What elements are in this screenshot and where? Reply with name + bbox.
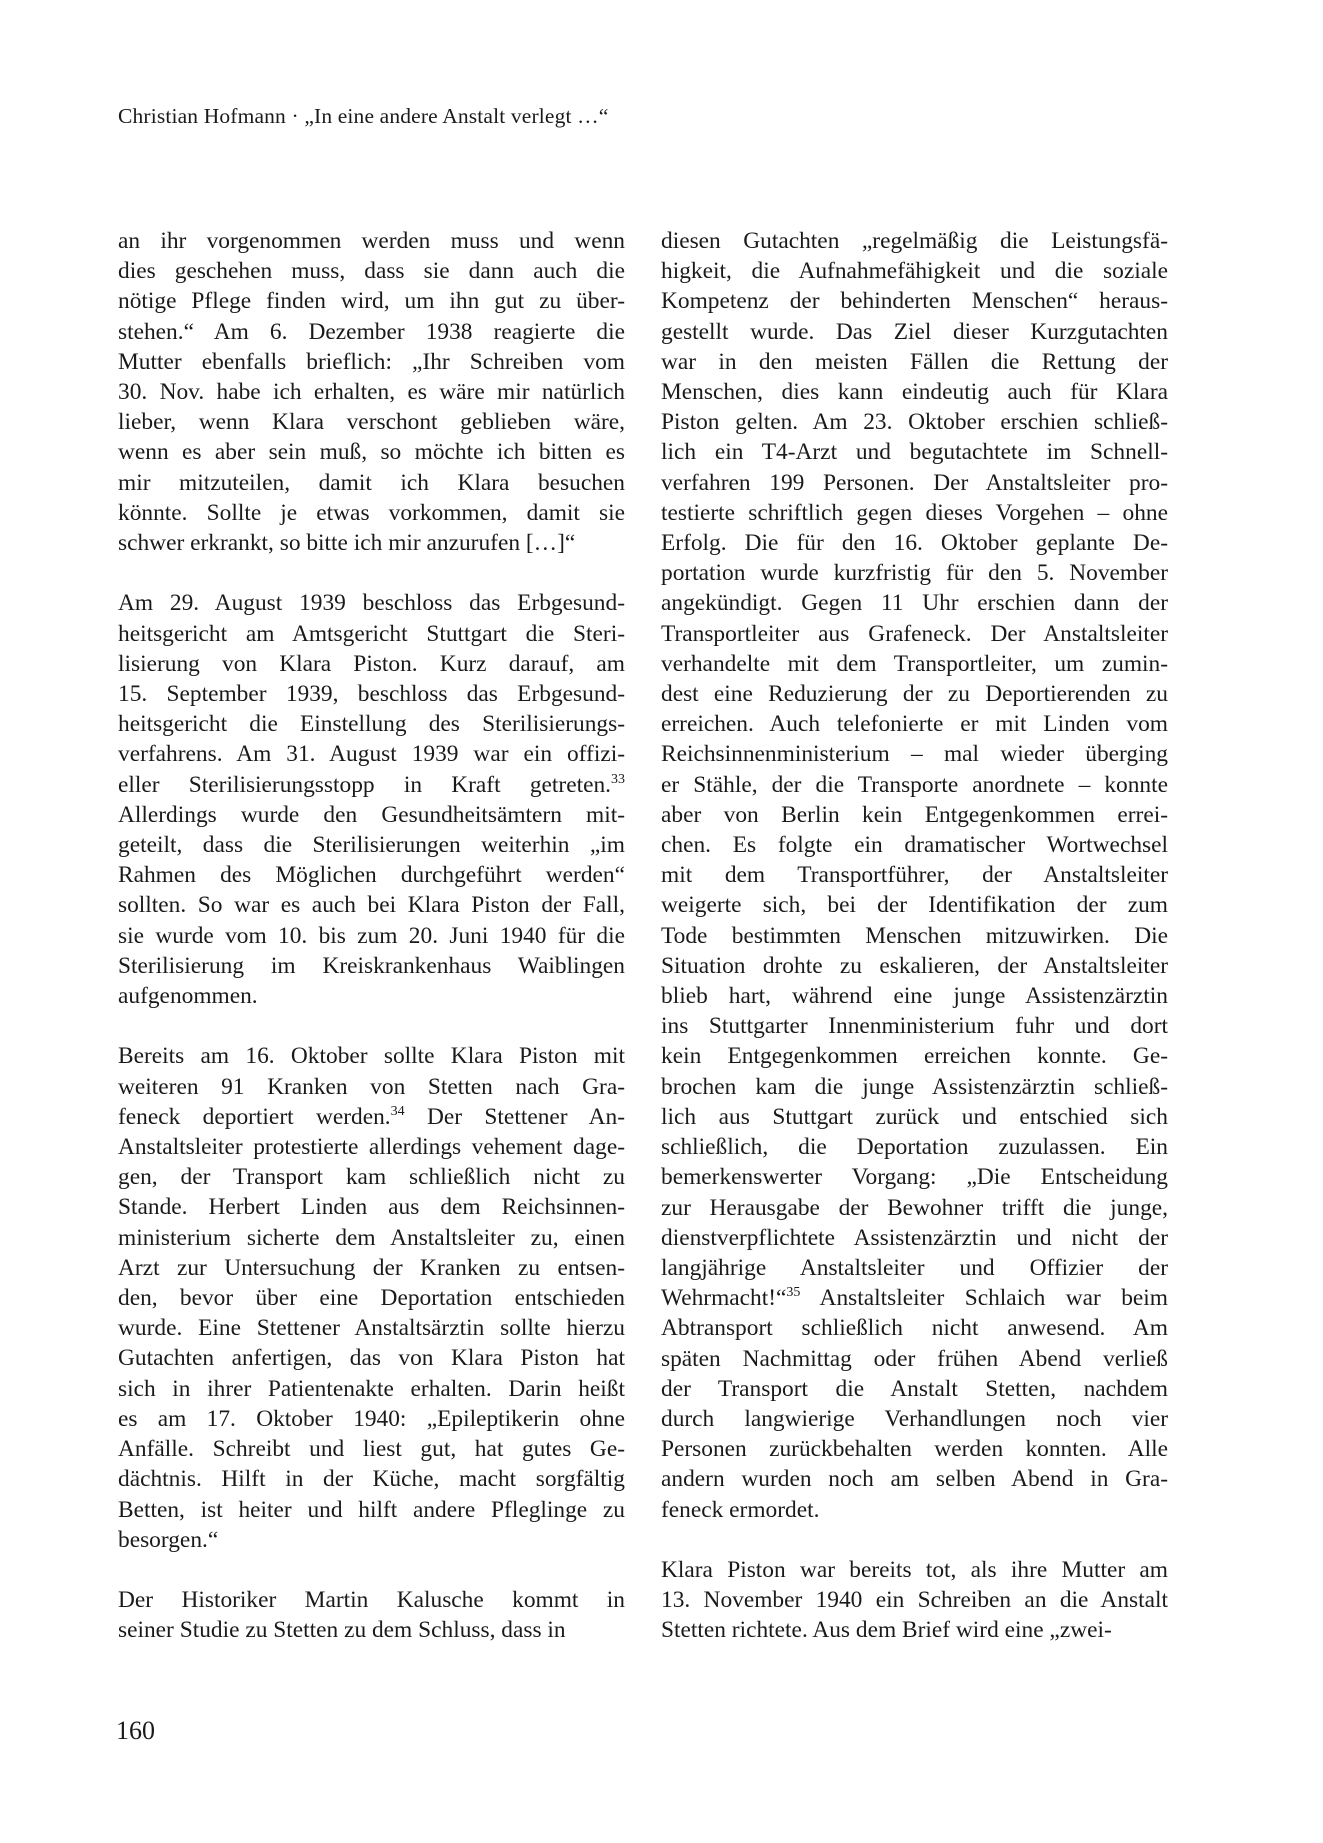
text-line: portation wurde kurzfristig für den 5. November <box>661 560 1168 587</box>
text-line: Stande. Herbert Linden aus dem Reichsinnen- <box>118 1194 625 1221</box>
text-line: späten Nachmittag oder frühen Abend verließ <box>661 1345 1168 1372</box>
text-after-footnote: Anstaltsleiter Schlaich war beim <box>800 1285 1168 1312</box>
text-line: testierte schriftlich gegen dieses Vorgehen – ohne <box>661 499 1168 526</box>
text-line: dest eine Reduzierung der zu Deportierenden zu <box>661 681 1168 708</box>
text-line: seiner Studie zu Stetten zu dem Schluss, dass in <box>118 1617 566 1644</box>
text-line: andern wurden noch am selben Abend in Gra- <box>661 1466 1168 1493</box>
text-line: Arzt zur Untersuchung der Kranken zu entsen- <box>118 1254 625 1281</box>
text-line: dies geschehen muss, dass sie dann auch die <box>118 258 625 285</box>
text-line: Anfälle. Schreibt und liest gut, hat gutes Ge- <box>118 1436 625 1463</box>
text-line: besorgen.“ <box>118 1526 219 1553</box>
page-number: 160 <box>116 1716 155 1745</box>
text-line: higkeit, die Aufnahmefähigkeit und die soziale <box>661 258 1168 285</box>
text-line: wurde. Eine Stettener Anstaltsärztin sollte hierzu <box>118 1315 625 1342</box>
text-line: sich in ihrer Patientenakte erhalten. Darin heißt <box>118 1375 625 1402</box>
text-line: bemerkenswerter Vorgang: „Die Entscheidung <box>661 1164 1168 1191</box>
text-line: Bereits am 16. Oktober sollte Klara Piston mit <box>118 1043 625 1070</box>
paragraph <box>661 1555 1168 1646</box>
text-line: verfahren 199 Personen. Der Anstaltsleiter pro- <box>661 469 1168 496</box>
text-line: Gutachten anfertigen, das von Klara Piston hat <box>118 1345 625 1372</box>
running-header: Christian Hofmann · „In eine andere Anstalt verlegt …“ <box>118 104 609 128</box>
text-line: lieber, wenn Klara verschont geblieben wäre, <box>118 409 625 436</box>
text-line: 13. November 1940 ein Schreiben an die Anstalt <box>661 1587 1168 1614</box>
text-line: kein Entgegenkommen erreichen konnte. Ge- <box>661 1043 1168 1070</box>
left-column <box>118 226 625 1646</box>
text-line: wenn es aber sein muß, so möchte ich bitten es <box>118 439 625 466</box>
text-line: dienstverpflichtete Assistenzärztin und nicht der <box>661 1224 1168 1251</box>
text-line: Situation drohte zu eskalieren, der Anstaltsleiter <box>661 952 1168 979</box>
paragraph-gap <box>118 1011 625 1041</box>
text-line: verhandelte mit dem Transportleiter, um zumin- <box>661 650 1168 677</box>
text-line: eller Sterilisierungsstopp in Kraft getreten.$^{33}$ <box>118 771 625 798</box>
paragraph-gap <box>118 558 625 588</box>
text-line: stehen.“ Am 6. Dezember 1938 reagierte die <box>118 318 625 345</box>
text-line: Anstaltsleiter protestierte allerdings vehement dage- <box>118 1134 625 1161</box>
text-line: zur Herausgabe der Bewohner trifft die junge, <box>661 1194 1168 1221</box>
text-line: mit dem Transportführer, der Anstaltsleiter <box>661 862 1168 889</box>
text-line: angekündigt. Gegen 11 Uhr erschien dann der <box>661 590 1168 617</box>
text-line: war in den meisten Fällen die Rettung der <box>661 348 1168 375</box>
footnote-marker: 35 <box>786 1285 801 1301</box>
text-line: Mutter ebenfalls brieflich: „Ihr Schreiben vom <box>118 348 625 375</box>
text-line: heitsgericht am Amtsgericht Stuttgart die Steri- <box>118 620 625 647</box>
text-line: feneck deportiert werden.$^{34}$ Der Stettener An- <box>118 1103 626 1130</box>
paragraph-gap <box>118 1555 625 1585</box>
text-line: der Transport die Anstalt Stetten, nachdem <box>661 1375 1168 1402</box>
text-line: Abtransport schließlich nicht anwesend. Am <box>661 1315 1168 1342</box>
text-line: geteilt, dass die Sterilisierungen weiterhin „im <box>118 832 625 859</box>
text-line: lisierung von Klara Piston. Kurz darauf, am <box>118 650 625 677</box>
text-line: Am 29. August 1939 beschloss das Erbgesund- <box>118 590 625 617</box>
text-line: aber von Berlin kein Entgegenkommen errei- <box>661 801 1168 828</box>
text-line: weiteren 91 Kranken von Stetten nach Gra- <box>118 1073 625 1100</box>
footnote-marker: 33 <box>611 771 625 787</box>
text-line: ministerium sicherte dem Anstaltsleiter zu, einen <box>118 1224 625 1251</box>
paragraph-gap <box>661 1525 1168 1555</box>
right-column <box>661 226 1168 1646</box>
text-line: schwer erkrankt, so bitte ich mir anzurufen […]“ <box>118 530 576 557</box>
text-line: Betten, ist heiter und hilft andere Pfleglinge zu <box>118 1496 625 1523</box>
text-line: Stetten richtete. Aus dem Brief wird eine „zwei- <box>661 1617 1112 1644</box>
text-line: lich aus Stuttgart zurück und entschied sich <box>661 1103 1168 1130</box>
text-line: an ihr vorgenommen werden muss und wenn <box>118 228 625 254</box>
text-line: könnte. Sollte je etwas vorkommen, damit sie <box>118 499 625 526</box>
text-line: Rahmen des Möglichen durchgeführt werden“ <box>118 862 625 889</box>
text-line: blieb hart, während eine junge Assistenzärztin <box>661 983 1168 1010</box>
text-line: nötige Pflege finden wird, um ihn gut zu über- <box>118 288 625 315</box>
text-line: Piston gelten. Am 23. Oktober erschien schließ- <box>661 409 1168 436</box>
paragraph <box>118 588 625 1011</box>
paragraph <box>118 1041 625 1554</box>
paragraph <box>118 1585 625 1645</box>
text-line: chen. Es folgte ein dramatischer Wortwechsel <box>661 832 1168 859</box>
text-line: schließlich, die Deportation zuzulassen. Ein <box>661 1134 1168 1161</box>
text-line: Transportleiter aus Grafeneck. Der Anstaltsleiter <box>661 620 1168 647</box>
text-line: sollten. So war es auch bei Klara Piston der Fall, <box>118 892 625 919</box>
text-line: Klara Piston war bereits tot, als ihre Mutter am <box>661 1556 1168 1583</box>
footnote-marker: 34 <box>390 1103 405 1119</box>
text-line: lich ein T4-Arzt und begutachtete im Schnell- <box>661 439 1168 466</box>
text-line: Allerdings wurde den Gesundheitsämtern mit- <box>118 801 625 828</box>
text-line: heitsgericht die Einstellung des Sterilisierungs- <box>118 711 625 738</box>
text-line: weigerte sich, bei der Identifikation der zum <box>661 892 1168 919</box>
text-line: 30. Nov. habe ich erhalten, es wäre mir natürlich <box>118 379 625 406</box>
text-line: den, bevor über eine Deportation entschieden <box>118 1285 625 1312</box>
paragraph <box>118 226 625 558</box>
text-line: gen, der Transport kam schließlich nicht zu <box>118 1164 625 1191</box>
text-line: aufgenommen. <box>118 983 258 1010</box>
text-line: Personen zurückbehalten werden konnten. Alle <box>661 1436 1168 1463</box>
text-line: Reichsinnenministerium – mal wieder überging <box>661 741 1168 768</box>
text-line: diesen Gutachten „regelmäßig die Leistungsfä- <box>661 228 1168 254</box>
text-line: sie wurde vom 10. bis zum 20. Juni 1940 für die <box>118 922 625 949</box>
text-line: mir mitzuteilen, damit ich Klara besuchen <box>118 469 625 496</box>
text-line: durch langwierige Verhandlungen noch vier <box>661 1405 1168 1432</box>
text-line: feneck ermordet. <box>661 1496 820 1523</box>
text-line: Wehrmacht!“$^{35}$ Anstaltsleiter Schlaich war beim <box>661 1285 1168 1312</box>
text-line: 15. September 1939, beschloss das Erbgesund- <box>118 681 625 708</box>
text-line: erreichen. Auch telefonierte er mit Linden vom <box>661 711 1168 738</box>
text-line: Menschen, dies kann eindeutig auch für Klara <box>661 379 1168 406</box>
text-line: langjährige Anstaltsleiter und Offizier der <box>661 1254 1168 1281</box>
text-line: er Stähle, der die Transporte anordnete – konnte <box>661 771 1168 798</box>
text-line: Tode bestimmten Menschen mitzuwirken. Die <box>661 922 1168 949</box>
text-line: Sterilisierung im Kreiskrankenhaus Waiblingen <box>118 952 625 979</box>
text-after-footnote: Der Stettener An- <box>404 1103 626 1130</box>
paragraph <box>661 226 1168 1525</box>
text-line: gestellt wurde. Das Ziel dieser Kurzgutachten <box>661 318 1168 345</box>
text-line: Der Historiker Martin Kalusche kommt in <box>118 1587 625 1614</box>
text-line: brochen kam die junge Assistenzärztin schließ- <box>661 1073 1168 1100</box>
text-line: verfahrens. Am 31. August 1939 war ein offizi- <box>118 741 625 768</box>
text-line: ins Stuttgarter Innenministerium fuhr und dort <box>661 1013 1168 1040</box>
text-line: es am 17. Oktober 1940: „Epileptikerin ohne <box>118 1405 625 1432</box>
text-line: Erfolg. Die für den 16. Oktober geplante De- <box>661 530 1168 557</box>
text-line: Kompetenz der behinderten Menschen“ heraus- <box>661 288 1168 315</box>
text-line: dächtnis. Hilft in der Küche, macht sorgfältig <box>118 1466 625 1493</box>
